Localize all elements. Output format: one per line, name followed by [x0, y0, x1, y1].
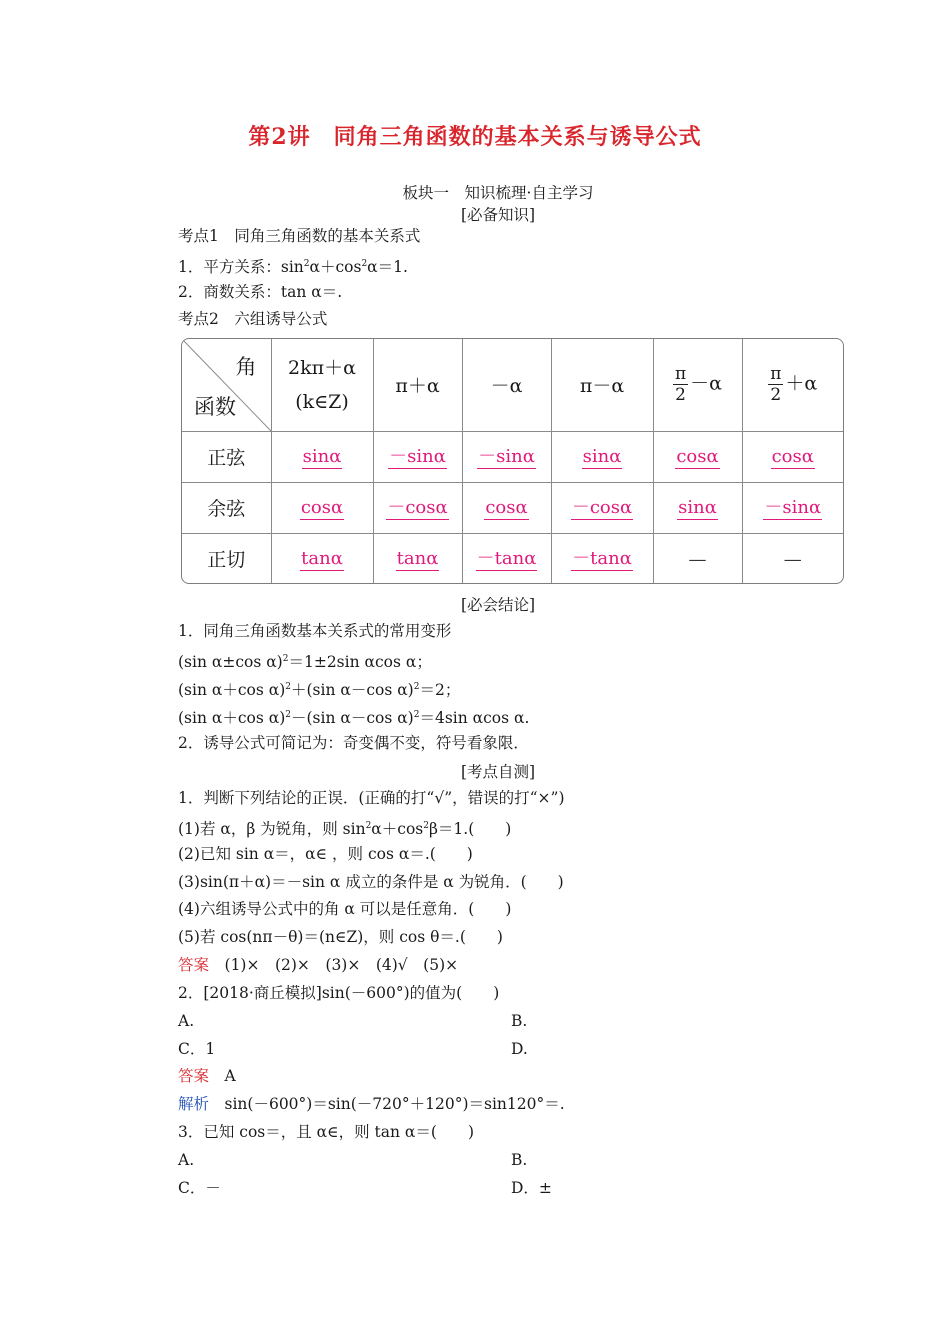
fraction-pi-over-2: $\frac{\pi}{2}$ — [674, 364, 687, 406]
answer-label: 答案 — [178, 1067, 210, 1085]
explanation-2: 解析 sin(－600°)＝sin(－720°＋120°)＝sin120°＝. — [178, 1095, 565, 1113]
question-3-option-b: B. — [511, 1151, 528, 1169]
question-2: 2．[2018·商丘模拟]sin(－600°)的值为( ) — [178, 984, 500, 1002]
question-3: 3．已知 cos＝，且 α∈，则 tan α＝( ) — [178, 1123, 474, 1141]
question-1: 1．判断下列结论的正误．(正确的打“√”，错误的打“×”) — [178, 789, 565, 807]
table-cell: －tanα — [462, 533, 551, 584]
answer-1: 答案 (1)× (2)× (3)× (4)√ (5)× — [178, 956, 459, 974]
knowledge-heading: [必备知识] — [460, 206, 536, 224]
table-cell: sinα — [653, 482, 742, 533]
question-1-3: (3)sin(π＋α)＝－sin α 成立的条件是 α 为锐角．( ) — [178, 873, 564, 891]
question-2-option-c: C．1 — [178, 1040, 216, 1058]
row-label-tan: 正切 — [182, 533, 271, 584]
corner-angle-label: 角 — [235, 355, 257, 379]
table-cell: — — [653, 533, 742, 584]
header-pi-minus-alpha: π－α — [551, 339, 653, 431]
table-cell: cosα — [271, 482, 373, 533]
self-test-heading: [考点自测] — [460, 763, 536, 781]
corner-function-label: 函数 — [194, 394, 236, 419]
row-label-sin: 正弦 — [182, 431, 271, 482]
table-cell: sinα — [271, 431, 373, 482]
conclusion-2: 2．诱导公式可简记为：奇变偶不变，符号看象限． — [178, 734, 529, 752]
question-3-option-c: C．－ — [178, 1179, 221, 1197]
point1-item1: 1．平方关系：$\sin^2\alpha+\cos^2\alpha=1$. — [178, 258, 408, 276]
conclusion-heading: [必会结论] — [460, 596, 536, 614]
question-3-option-d: D．± — [511, 1179, 552, 1197]
table-cell: tanα — [271, 533, 373, 584]
question-1-5: (5)若 cos(nπ－θ)＝(n∈Z)，则 cos θ＝.( ) — [178, 928, 503, 946]
induction-formula-table — [181, 338, 844, 584]
point1-heading: 考点1 同角三角函数的基本关系式 — [178, 227, 421, 245]
header-halfpi-plus-alpha: $\frac{\pi}{2}$ ＋α — [742, 339, 843, 431]
question-3-option-a: A. — [178, 1151, 195, 1169]
header-pi-plus-alpha: π＋α — [373, 339, 462, 431]
answer-2: 答案 A — [178, 1067, 236, 1085]
fraction-pi-over-2: $\frac{\pi}{2}$ — [770, 364, 782, 406]
conclusion-1a: (sin α±cos α)$^2$＝1±2sin αcos α； — [178, 653, 432, 671]
table-cell: tanα — [373, 533, 462, 584]
page-title: 第2讲 同角三角函数的基本关系与诱导公式 — [248, 124, 702, 150]
table-cell: cosα — [653, 431, 742, 482]
answer-label: 答案 — [178, 956, 210, 974]
row-label-cos: 余弦 — [182, 482, 271, 533]
header-2kpi-line2: (k∈Z) — [295, 390, 349, 413]
table-cell: －tanα — [551, 533, 653, 584]
conclusion-1b: (sin α＋cos α)$^2$＋(sin α－cos α)$^2$＝2； — [178, 681, 461, 699]
table-cell: sinα — [551, 431, 653, 482]
table-cell: cosα — [742, 431, 843, 482]
section-heading: 板块一 知识梳理·自主学习 — [402, 184, 594, 202]
question-2-option-d: D. — [511, 1040, 528, 1058]
question-1-1: (1)若 α，β 为锐角，则 $\sin^2\alpha+\cos^2\beta=1$.( ) — [178, 820, 512, 838]
question-2-option-a: A. — [178, 1012, 195, 1030]
header-minus-alpha: －α — [462, 339, 551, 431]
header-2kpi-plus-alpha — [271, 339, 373, 431]
table-cell: －cosα — [373, 482, 462, 533]
header-halfpi-minus-alpha: $\frac{\pi}{2}$ －α — [653, 339, 742, 431]
conclusion-1: 1．同角三角函数基本关系式的常用变形 — [178, 622, 452, 640]
explanation-label: 解析 — [178, 1095, 210, 1113]
point1-item2: 2．商数关系：tan α＝. — [178, 283, 343, 301]
question-2-option-b: B. — [511, 1012, 528, 1030]
table-corner-cell — [182, 339, 271, 431]
table-cell: －sinα — [462, 431, 551, 482]
table-cell: －sinα — [373, 431, 462, 482]
table-cell: －sinα — [742, 482, 843, 533]
header-2kpi-line1: 2kπ＋α — [288, 356, 356, 379]
question-1-2: (2)已知 sin α＝，α∈ ，则 cos α＝.( ) — [178, 845, 473, 863]
conclusion-1c: (sin α＋cos α)$^2$－(sin α－cos α)$^2$＝4sin αcos α. — [178, 709, 530, 727]
question-1-4: (4)六组诱导公式中的角 α 可以是任意角．( ) — [178, 900, 512, 918]
table-cell: －cosα — [551, 482, 653, 533]
table-cell: — — [742, 533, 843, 584]
point2-heading: 考点2 六组诱导公式 — [178, 310, 328, 328]
table-cell: cosα — [462, 482, 551, 533]
